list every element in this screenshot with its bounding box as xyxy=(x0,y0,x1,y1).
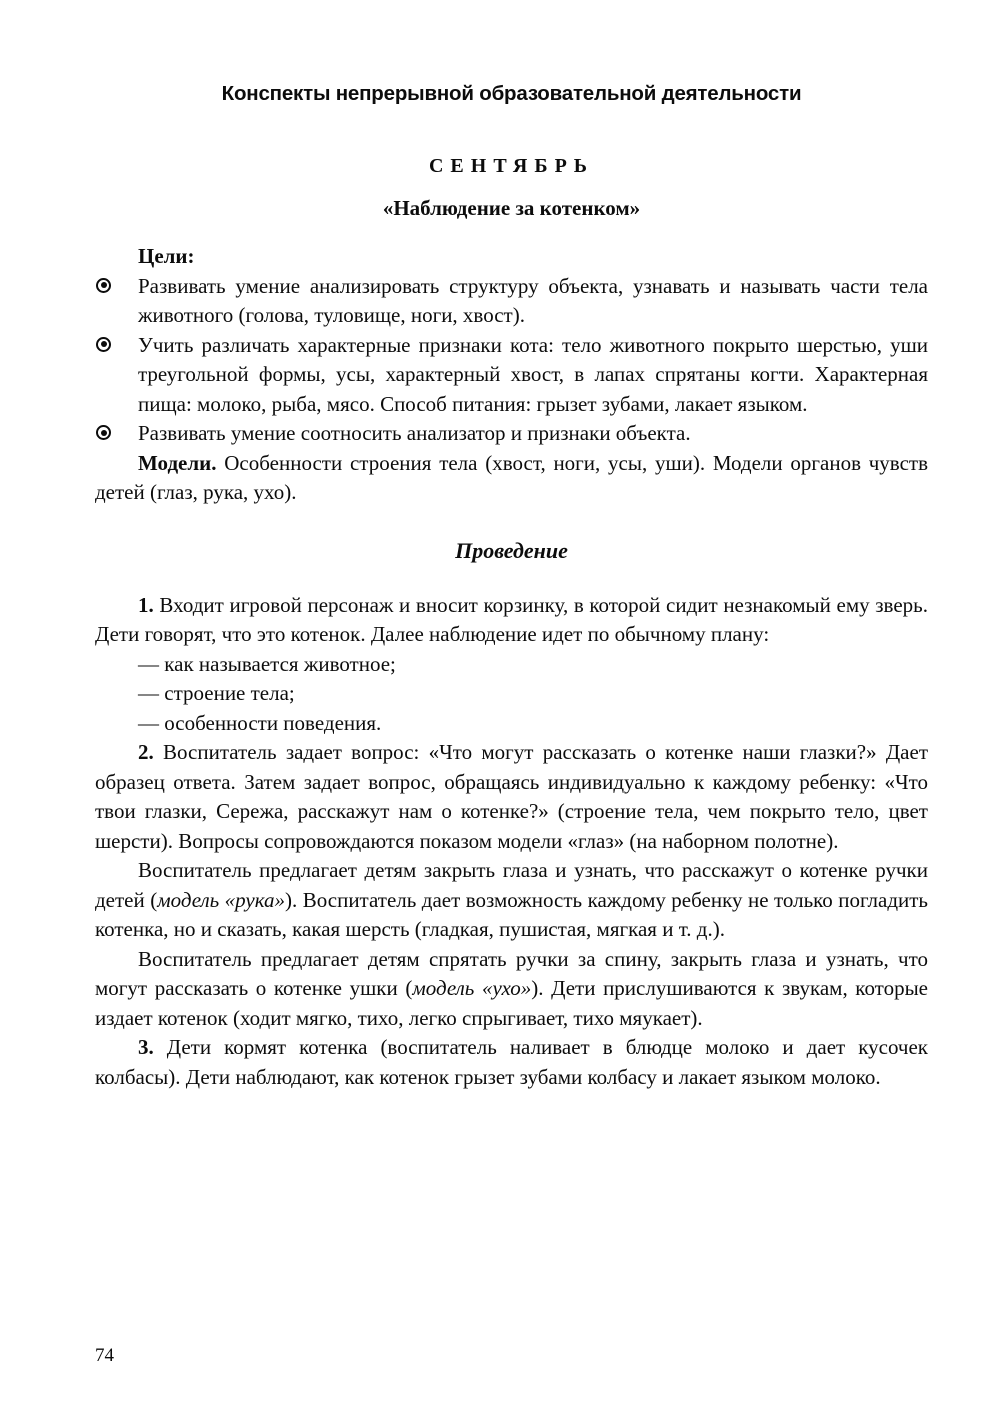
dash-list-item: — особенности поведения. xyxy=(138,710,382,735)
step-number: 2. xyxy=(138,740,154,764)
step-text: Входит игровой персонаж и вносит корзинку, в которой сидит незнакомый ему зверь. Дети говорят, что это котенок. Далее наблюдение идет по обычному плану: xyxy=(95,592,928,646)
paragraph-text: Воспитатель предлагает детям спрятать ручки за спину, закрыть глаза и узнать, что могут рассказать о котенке ушки ( xyxy=(95,946,928,1000)
step-paragraph-1 xyxy=(95,591,928,650)
step-paragraph-3 xyxy=(95,1033,928,1092)
goal-text: Учить различать характерные признаки кота: тело животного покрыто шерстью, уши треугольной формы, усы, характерный хвост, в лапах спрятаны когти. Характерная пища: молоко, рыба, мясо. Способ питания: грызет зубами, лакает языком. xyxy=(138,332,928,416)
paragraph-text: ). Дети прислушиваются к звукам, которые издает котенок (ходит мягко, тихо, легко спрыгивает, тихо мяукает). xyxy=(95,976,928,1030)
document-page xyxy=(95,82,928,1092)
italic-model-ear: модель «ухо» xyxy=(412,976,532,1000)
goal-list-item xyxy=(95,419,928,449)
models-label: Модели. xyxy=(138,450,217,475)
step-text: Воспитатель задает вопрос: «Что могут рассказать о котенке наши глазки?» Дает образец ответа. Затем задает вопрос, обращаясь индивидуально к каждому ребенку: «Что твои глазки, Сережа, расскажут нам о котенке?» (строение тела, чем покрыто тело, цвет шерсти). Вопросы сопровождаются показом модели «глаз» (на наборном полотне). xyxy=(95,740,928,853)
section-heading: Проведение xyxy=(455,537,568,563)
paragraph-text: ). Воспитатель дает возможность каждому ребенку не только погладить котенка, но и сказать, какая шерсть (гладкая, пушистая, мягкая и т. д.). xyxy=(95,887,928,941)
dash-list-item: — как называется животное; xyxy=(138,651,396,676)
fisheye-bullet-icon xyxy=(96,337,111,352)
page-number: 74 xyxy=(95,1345,114,1366)
fisheye-bullet-icon xyxy=(96,278,111,293)
dash-list-item: — строение тела; xyxy=(138,681,295,705)
goal-text: Развивать умение соотносить анализатор и признаки объекта. xyxy=(138,421,691,445)
goal-text: Развивать умение анализировать структуру объекта, узнавать и называть части тела животного (голова, туловище, ноги, хвост). xyxy=(138,273,928,327)
body-paragraph-ear-model xyxy=(95,945,928,1034)
goals-label: Цели: xyxy=(138,244,195,268)
step-number: 1. xyxy=(138,592,154,617)
body-paragraph-hand-model xyxy=(95,856,928,945)
goal-list-item xyxy=(95,331,928,420)
month-heading: СЕНТЯБРЬ xyxy=(428,155,595,177)
chapter-title: Конспекты непрерывной образовательной деятельности xyxy=(221,82,802,105)
models-paragraph xyxy=(95,449,928,508)
fisheye-bullet-icon xyxy=(96,425,111,440)
lesson-title: «Наблюдение за котенком» xyxy=(382,196,641,220)
step-text: Дети кормят котенка (воспитатель наливает в блюдце молоко и дает кусочек колбасы). Дети наблюдают, как котенок грызет зубами колбасу и лакает языком молоко. xyxy=(95,1035,928,1089)
step-paragraph-2 xyxy=(95,738,928,856)
goals-list xyxy=(95,272,928,449)
paragraph-text: Воспитатель предлагает детям закрыть глаза и узнать, что расскажут о котенке ручки детей ( xyxy=(95,858,928,912)
models-text: Особенности строения тела (хвост, ноги, усы, уши). Модели органов чувств детей (глаз, рука, ухо). xyxy=(95,450,928,504)
goal-list-item xyxy=(95,272,928,331)
italic-model-hand: модель «рука» xyxy=(157,887,286,912)
step-number: 3. xyxy=(138,1035,154,1059)
